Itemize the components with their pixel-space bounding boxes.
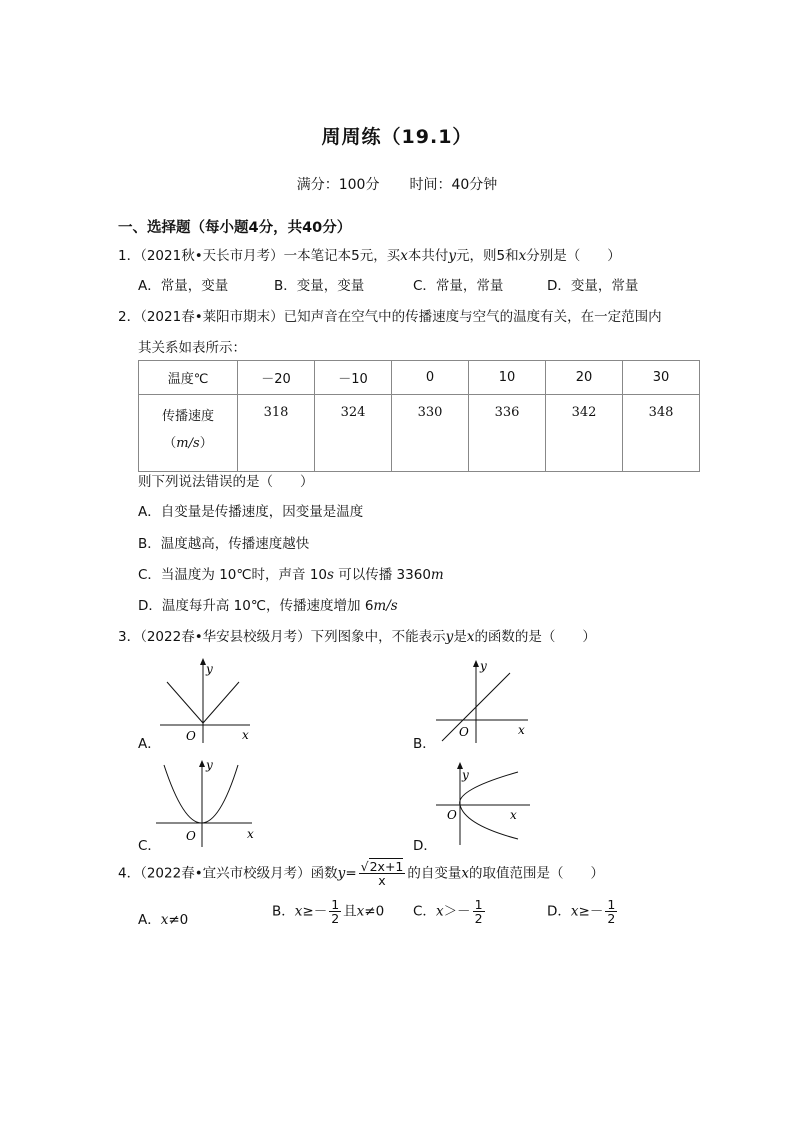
q2-prompt: 则下列说法错误的是（ ）	[138, 474, 314, 490]
table-cell: －10	[315, 361, 392, 395]
origin-label: O	[186, 729, 196, 743]
question-number: 1．	[118, 248, 141, 264]
origin-label: O	[447, 808, 457, 822]
fraction-half: $\frac{1}{2}$	[331, 897, 340, 927]
axis-label-x: x	[518, 723, 525, 737]
table-row	[139, 361, 700, 395]
q3-option-a[interactable]: A．	[138, 736, 161, 752]
table-cell: 20	[546, 361, 623, 395]
table-cell: －20	[238, 361, 315, 395]
table-cell: 336	[469, 395, 546, 472]
question-2: 2．（2021春•莱阳市期末）已知声音在空气中的传播速度与空气的温度有关，在一定范围内	[118, 309, 662, 325]
question-3: 3．（2022春•华安县校级月考）下列图象中，不能表示y是x的函数的是（ ）	[118, 629, 596, 645]
exam-info	[0, 174, 794, 194]
q3-option-c[interactable]: C．	[138, 838, 161, 854]
q1-option-d[interactable]: D．变量，常量	[547, 278, 639, 294]
table-cell: 10	[469, 361, 546, 395]
axis-label-x: x	[510, 808, 517, 822]
curve-right	[203, 682, 239, 723]
table-header: 传播速度 （m/s）	[139, 395, 238, 472]
axis-label-x: x	[242, 728, 249, 742]
table-row	[139, 395, 700, 472]
axis-label-y: y	[206, 758, 213, 772]
graph-a[interactable]	[150, 655, 260, 750]
question-number: 3．	[118, 629, 141, 645]
origin-label: O	[186, 829, 196, 843]
q3-option-b[interactable]: B．	[413, 736, 436, 752]
graph-d[interactable]	[430, 755, 540, 850]
q4-option-c[interactable]: C．x＞－ $\frac{1}{2}$	[413, 897, 483, 927]
question-number: 4．	[118, 865, 141, 882]
axis-label-y: y	[480, 659, 487, 673]
q3-option-d[interactable]: D．	[413, 838, 437, 854]
q1-option-c[interactable]: C．常量，常量	[413, 278, 504, 294]
table-cell: 330	[392, 395, 469, 472]
q4-option-b[interactable]: B．x≥－ $\frac{1}{2}$ 且x≠0	[272, 897, 385, 927]
question-source: （2021秋•天长市月考）	[140, 248, 284, 264]
fraction-half: $\frac{1}{2}$	[474, 897, 483, 927]
question-source: （2022春•华安县校级月考）	[140, 629, 311, 645]
question-1: 1．（2021秋•天长市月考）一本笔记本5元，买x本共付y元，则5和x分别是（ ）	[118, 248, 621, 264]
graph-c[interactable]	[150, 755, 265, 850]
table-cell: 348	[623, 395, 700, 472]
q1-option-b[interactable]: B．变量，变量	[274, 278, 365, 294]
q4-option-d[interactable]: D．x≥－ $\frac{1}{2}$	[547, 897, 616, 927]
y-arrow-icon	[473, 660, 479, 667]
section-heading: 一、选择题（每小题4分，共40分）	[118, 220, 352, 236]
question-number: 2．	[118, 309, 141, 325]
curve	[164, 765, 238, 823]
axis-label-x: x	[247, 827, 254, 841]
curve-left	[167, 682, 203, 723]
page-title: 周周练（19.1）	[321, 126, 473, 148]
q2-option-b[interactable]: B．温度越高，传播速度越快	[138, 536, 310, 552]
q2-option-c[interactable]: C．当温度为 10℃时，声音 10s 可以传播 3360m	[138, 567, 444, 583]
table-cell: 30	[623, 361, 700, 395]
question-4: 4．（2022春•宜兴市校级月考）函数y= $\frac{√2x+1}{x}$ 的自变量x的取值范围是（ ）	[118, 859, 604, 889]
q2-option-d[interactable]: D．温度每升高 10℃，传播速度增加 6m/s	[138, 598, 398, 614]
graph-b[interactable]	[430, 655, 540, 750]
question-2-continued: 其关系如表所示：	[138, 340, 246, 356]
full-marks: 满分：100分	[296, 177, 380, 193]
origin-label: O	[459, 725, 469, 739]
table-cell: 342	[546, 395, 623, 472]
question-source: （2021春•莱阳市期末）	[140, 309, 284, 325]
table-header: 温度℃	[139, 361, 238, 395]
table-cell: 318	[238, 395, 315, 472]
q1-option-a[interactable]: A．常量，变量	[138, 278, 229, 294]
y-arrow-icon	[199, 760, 205, 767]
q2-option-a[interactable]: A．自变量是传播速度，因变量是温度	[138, 504, 364, 520]
time-limit: 时间：40分钟	[409, 177, 498, 193]
q4-option-a[interactable]: A．x≠0	[138, 912, 189, 928]
axis-label-y: y	[462, 768, 469, 782]
table-cell: 0	[392, 361, 469, 395]
question-source: （2022春•宜兴市校级月考）	[140, 865, 311, 882]
axis-label-y: y	[206, 662, 213, 676]
table-cell: 324	[315, 395, 392, 472]
temperature-speed-table	[138, 360, 700, 472]
function-fraction: $\frac{√2x+1}{x}$	[360, 859, 404, 889]
fraction-half: $\frac{1}{2}$	[607, 897, 616, 927]
